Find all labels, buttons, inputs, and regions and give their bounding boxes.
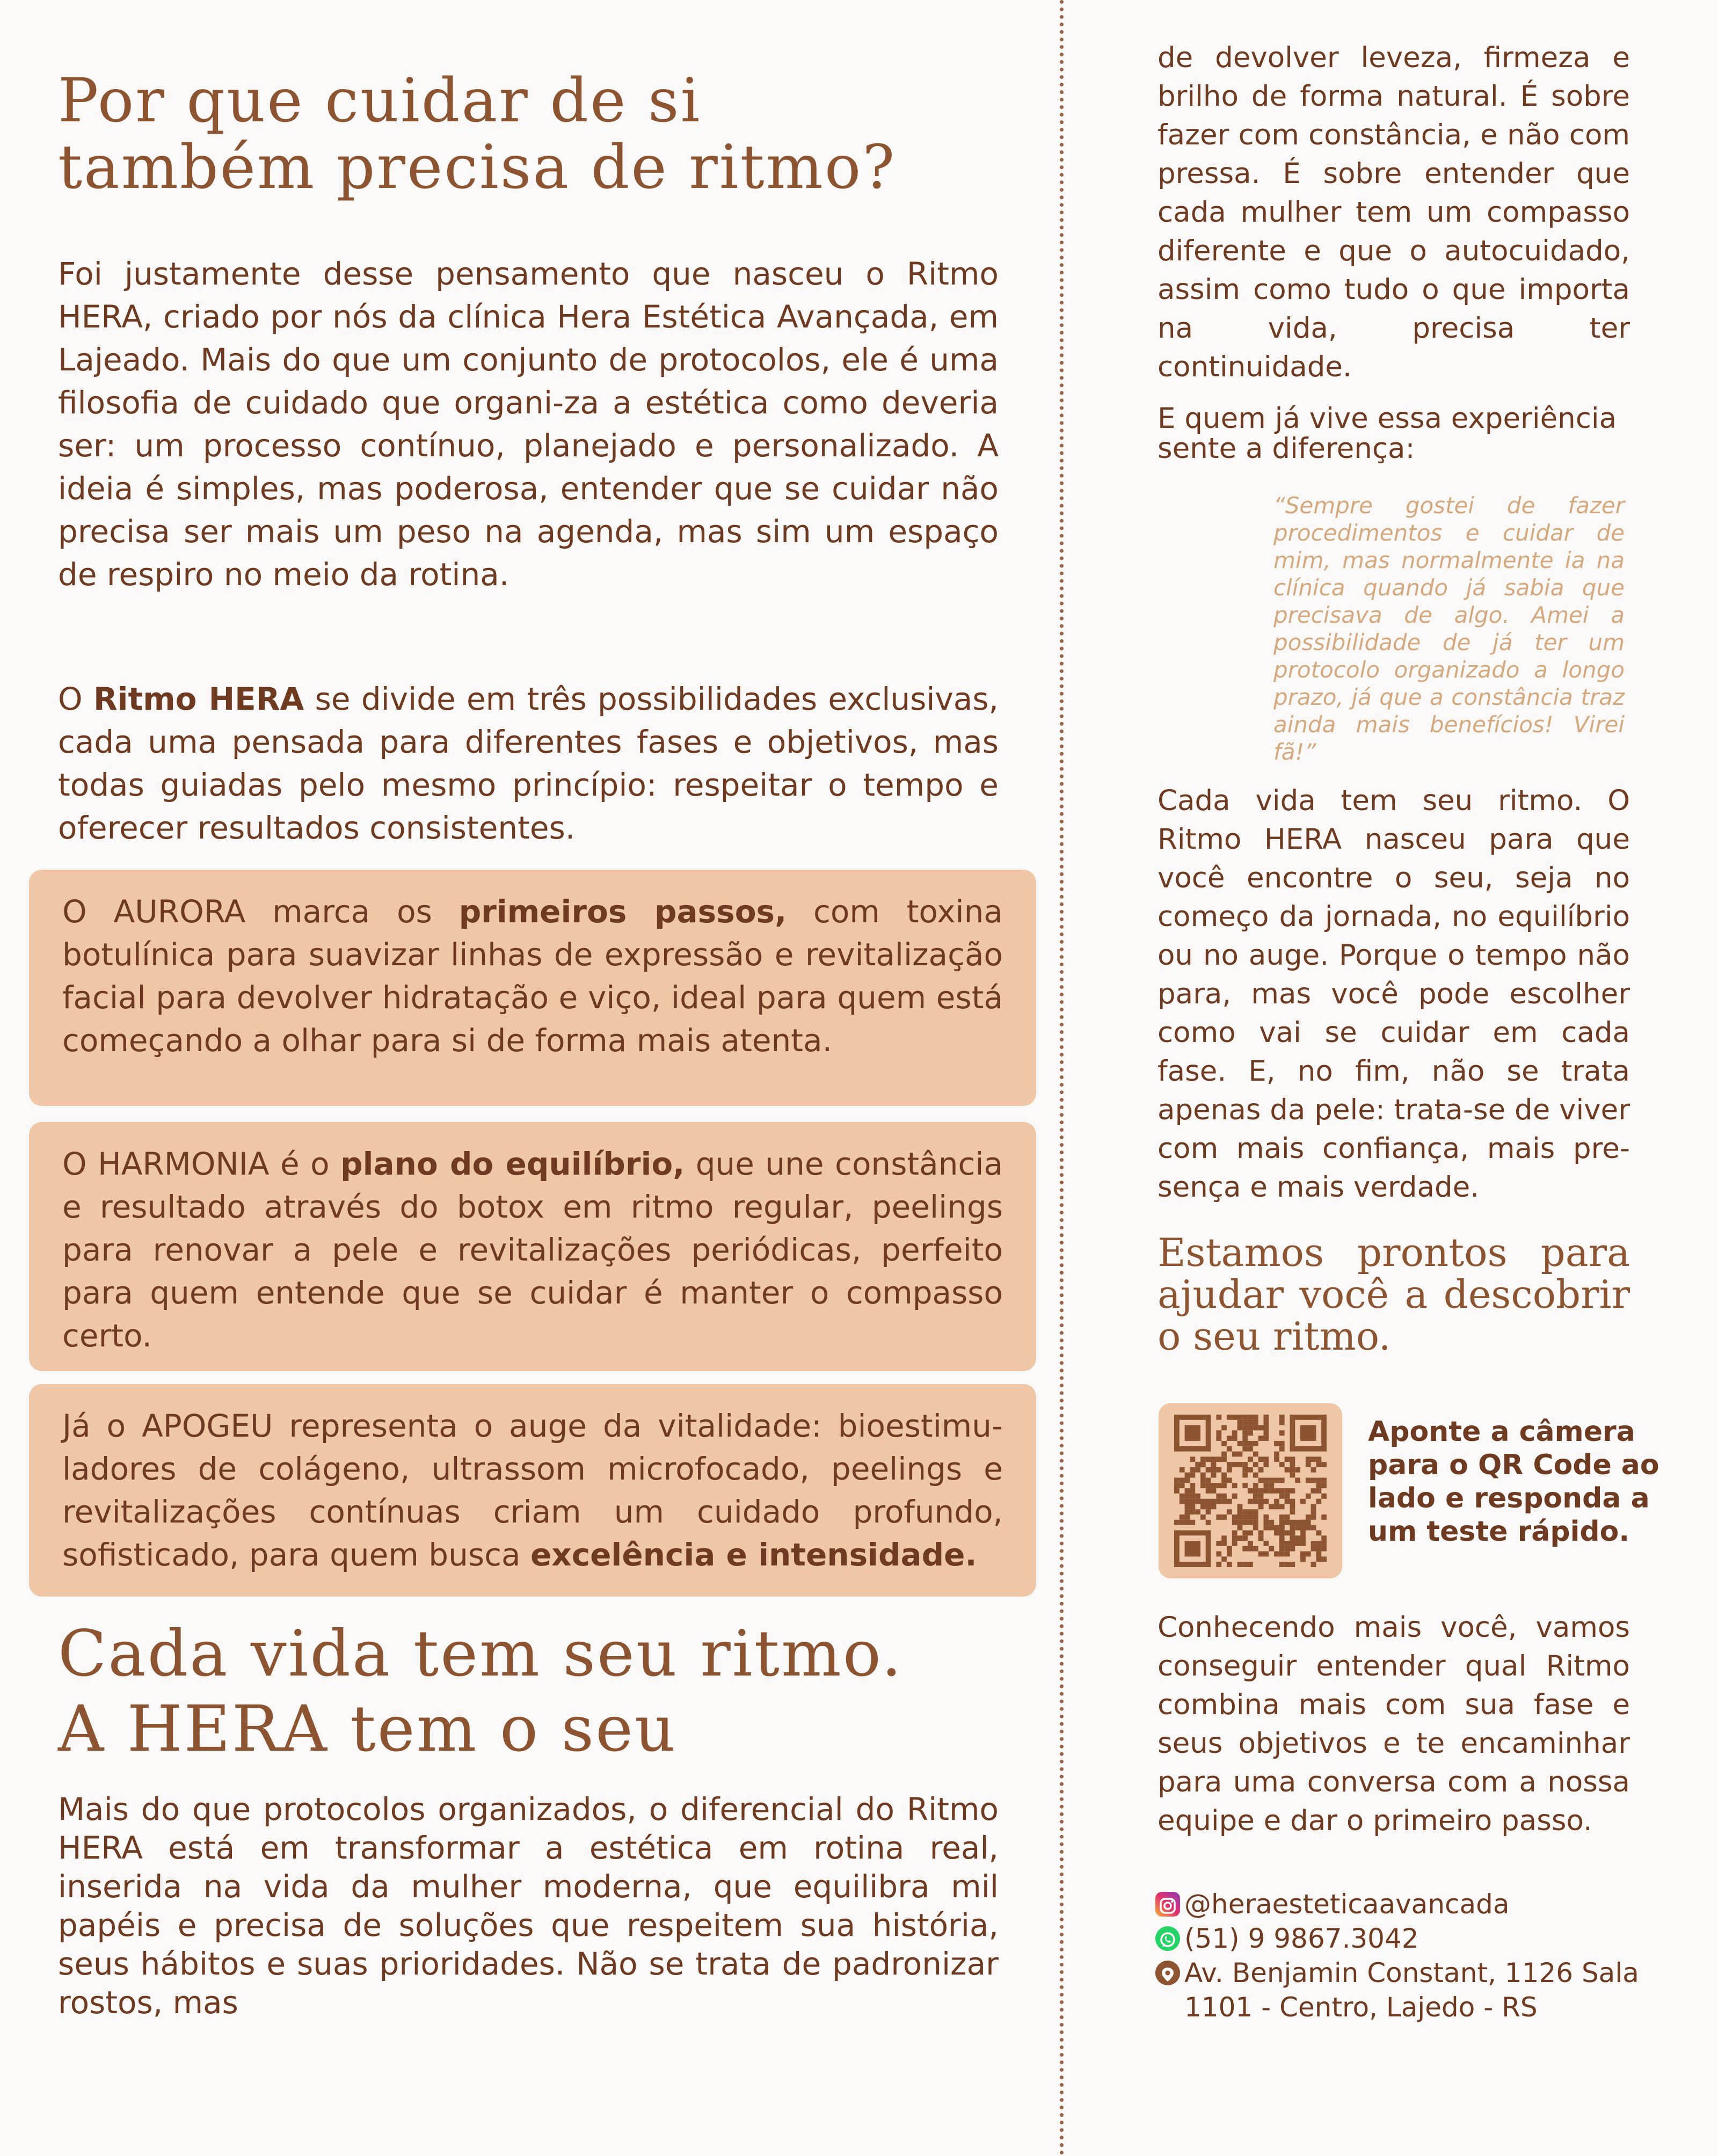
- location-pin-icon: [1155, 1961, 1180, 1985]
- division-prefix: O: [58, 681, 93, 717]
- card-apogeu-bold: excelência e intensidade.: [530, 1536, 977, 1573]
- continuation-paragraph: de devolver leveza, firmeza e brilho de forma natural. É sobre fazer com constância, e não com pressa. É sobre entender que cada mulher tem um compasso diferente e que o autocuidado, assim como tudo o que importa na vida, precisa ter continuidade.: [1158, 41, 1630, 383]
- division-bold: Ritmo HERA: [93, 681, 304, 717]
- whatsapp-row[interactable]: [1155, 1921, 1649, 1956]
- ready-heading: Estamos prontos para ajudar você a descobrir o seu ritmo.: [1158, 1230, 1630, 1359]
- knowing-paragraph: Conhecendo mais você, vamos conseguir entender qual Ritmo combina mais com sua fase e seus objetivos e te encaminhar para uma conversa com a nossa equipe e dar o primeiro passo.: [1158, 1611, 1630, 1837]
- column-divider: [1060, 0, 1064, 2156]
- main-title: [58, 68, 1035, 201]
- address-row: [1155, 1956, 1649, 2024]
- second-title-line2: A HERA tem o seu: [58, 1692, 677, 1766]
- main-title-line2: também precisa de ritmo?: [58, 133, 897, 202]
- main-title-line1: Por que cuidar de si: [58, 66, 702, 136]
- instagram-handle[interactable]: @heraesteticaavancada: [1184, 1889, 1510, 1920]
- qr-code[interactable]: [1174, 1415, 1327, 1567]
- instagram-icon: [1155, 1892, 1180, 1917]
- card-apogeu-pre: Já o APOGEU representa o auge da vitalidade: bioestimu-ladores de colágeno, ultrassom microfocado, peelings e revitalizações contínuas criam um cuidado profundo, sofisticado, para quem busca: [62, 1408, 1003, 1573]
- contact-block: [1155, 1887, 1649, 2024]
- card-harmonia-pre: O HARMONIA é o: [62, 1146, 341, 1182]
- card-aurora-text: [62, 890, 1003, 1062]
- rhythm-paragraph: Cada vida tem seu ritmo. O Ritmo HERA nasceu para que você encontre o seu, seja no começo da jornada, no equilíbrio ou no auge. Porque o tempo não para, mas você pode escolher como vai se cuidar em cada fase. E, no fim, não se trata apenas da pele: trata-se de viver com mais confiança, mais pre-sença e mais verdade.: [1158, 784, 1630, 1204]
- whatsapp-number[interactable]: (51) 9 9867.3042: [1184, 1923, 1419, 1954]
- experience-intro: E quem já vive essa experiência sente a diferença:: [1158, 402, 1617, 465]
- closing-paragraph: Mais do que protocolos organizados, o diferencial do Ritmo HERA está em transformar a estética em rotina real, inserida na vida da mulher moderna, que equilibra mil papéis e precisa de soluções que respeitem sua história, seus hábitos e suas prioridades. Não se trata de padronizar rostos, mas: [58, 1791, 999, 2021]
- address-text: [1184, 1956, 1639, 2024]
- card-harmonia-post: que une constância e resultado através do botox em ritmo regular, peelings para renovar a pele e revitalizações periódicas, perfeito para quem entende que se cuidar é manter o compasso certo.: [62, 1146, 1003, 1354]
- card-apogeu: [29, 1384, 1036, 1597]
- qr-code-card[interactable]: [1159, 1403, 1342, 1578]
- intro-paragraph: Foi justamente desse pensamento que nasceu o Ritmo HERA, criado por nós da clínica Hera Estética Avançada, em Lajeado. Mais do que um conjunto de protocolos, ele é uma filosofia de cuidado que organi-za a estética como deveria ser: um processo contínuo, planejado e personalizado. A ideia é simples, mas poderosa, entender que se cuidar não precisa ser mais um peso na agenda, mas sim um espaço de respiro no meio da rotina.: [58, 256, 999, 593]
- testimonial-quote: “Sempre gostei de fazer procedimentos e cuidar de mim, mas normalmente ia na clínica quando já sabia que precisava de algo. Amei a possibilidade de já ter um protocolo organizado a longo prazo, já que a constância traz ainda mais benefícios! Virei fã!”: [1273, 492, 1625, 765]
- card-aurora-bold: primeiros passos,: [458, 893, 787, 930]
- second-title: [58, 1616, 1035, 1766]
- qr-caption: Aponte a câmera para o QR Code ao lado e responda a um teste rápido.: [1368, 1416, 1659, 1548]
- division-rest: se divide em três possibilidades exclusivas, cada uma pensada para diferentes fases e objetivos, mas todas guiadas pelo mesmo princípio: respeitar o tempo e oferecer resultados consistentes.: [58, 681, 999, 846]
- instagram-row[interactable]: [1155, 1887, 1649, 1921]
- card-aurora-post: com toxina botulínica para suavizar linhas de expressão e revitalização facial para devolver hidratação e viço, ideal para quem está começando a olhar para si de forma mais atenta.: [62, 893, 1003, 1059]
- card-apogeu-text: [62, 1404, 1003, 1576]
- card-harmonia: [29, 1122, 1036, 1371]
- card-aurora: [29, 870, 1036, 1106]
- card-aurora-pre: O AURORA marca os: [62, 893, 459, 930]
- card-harmonia-bold: plano do equilíbrio,: [340, 1146, 685, 1182]
- card-harmonia-text: [62, 1142, 1003, 1357]
- address-line2: 1101 - Centro, Lajedo - RS: [1184, 1992, 1538, 2023]
- second-title-line1: Cada vida tem seu ritmo.: [58, 1616, 904, 1691]
- division-paragraph: [58, 678, 999, 849]
- whatsapp-icon: [1155, 1926, 1180, 1951]
- address-line1: Av. Benjamin Constant, 1126 Sala: [1184, 1957, 1639, 1989]
